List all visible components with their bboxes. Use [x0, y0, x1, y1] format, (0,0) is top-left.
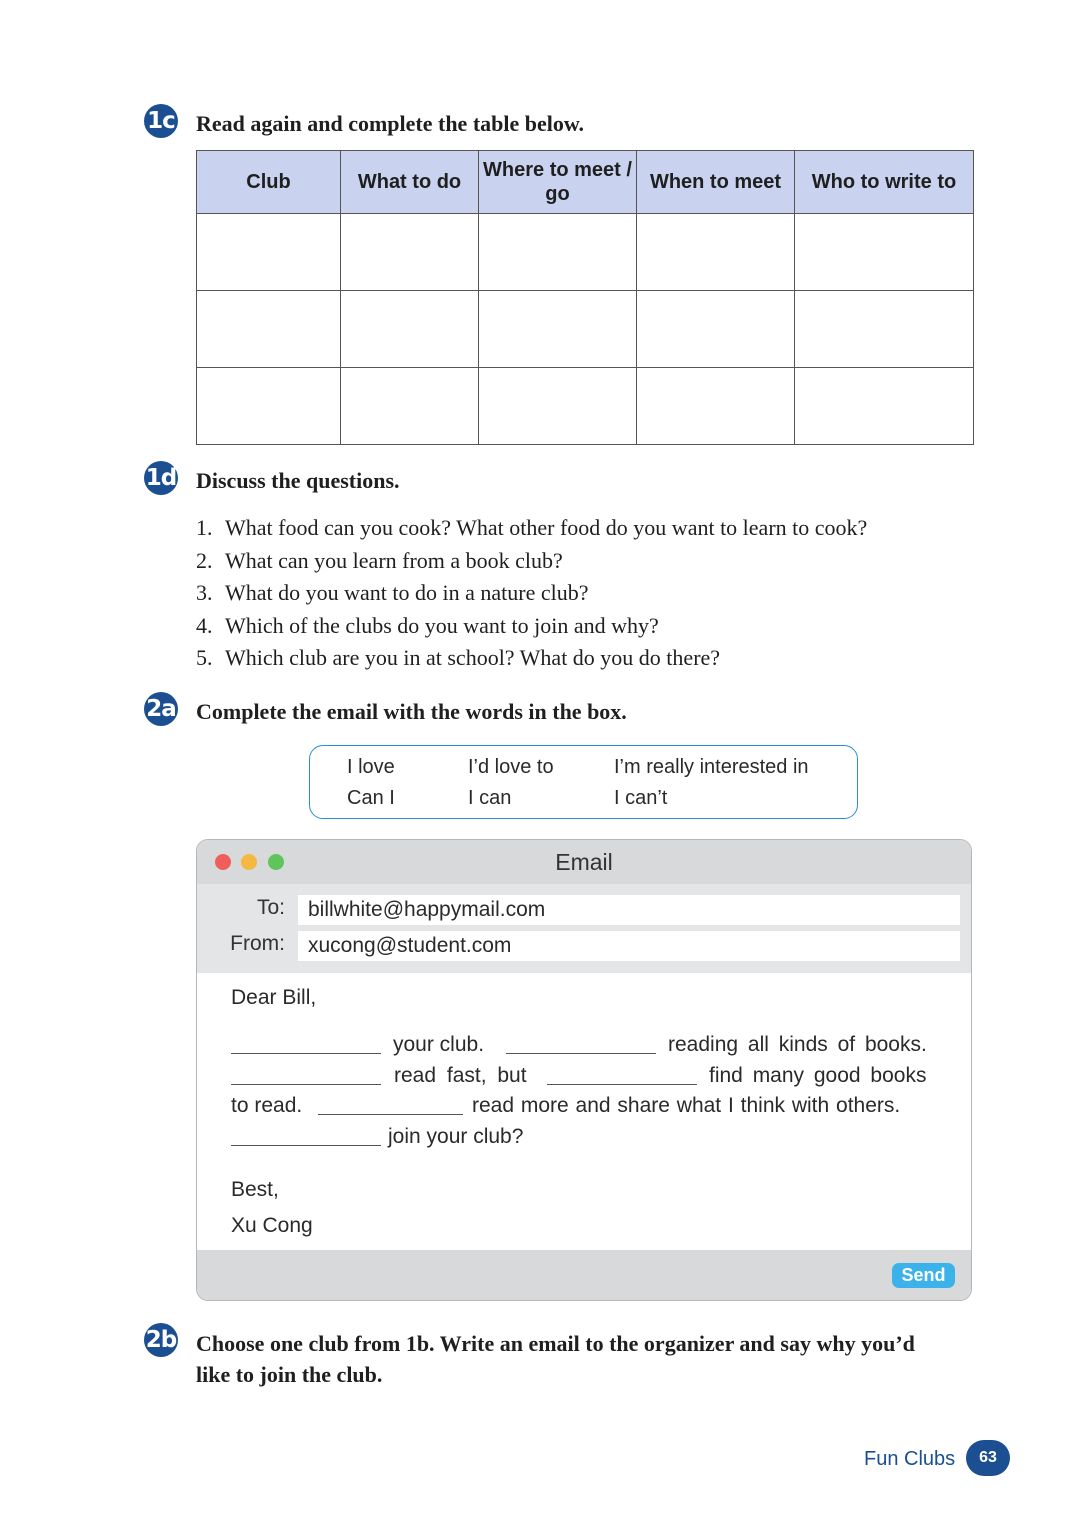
question-number: 3.: [196, 580, 213, 605]
question-text: What do you want to do in a nature club?: [225, 580, 589, 605]
header-where-to-meet: Where to meet / go: [479, 151, 637, 214]
from-label: From:: [230, 932, 285, 955]
email-greeting: Dear Bill,: [231, 986, 317, 1009]
email-footer: [197, 1250, 971, 1301]
answer-blank[interactable]: [506, 1053, 656, 1054]
footer-unit-title: Fun Clubs: [864, 1448, 956, 1470]
word-option: I can’t: [614, 787, 668, 809]
table-cell[interactable]: [479, 214, 637, 291]
question-number: 4.: [196, 612, 213, 638]
header-when-to-meet: When to meet: [637, 151, 795, 214]
table-cell[interactable]: [795, 368, 974, 445]
table-cell[interactable]: [197, 291, 341, 368]
email-text: to read.: [231, 1094, 303, 1117]
question-list: [196, 512, 867, 675]
to-label: To:: [256, 896, 285, 919]
table-cell[interactable]: [479, 368, 637, 445]
section-heading-1c: Read again and complete the table below.: [196, 111, 585, 136]
email-text: find many good books: [709, 1064, 927, 1087]
section-heading-1d: Discuss the questions.: [196, 468, 400, 493]
table-cell[interactable]: [637, 291, 795, 368]
word-option: I can: [468, 787, 512, 809]
header-who-to-write-to: Who to write to: [795, 151, 974, 214]
word-option: I’d love to: [468, 756, 554, 778]
section-heading-2b-line1: Choose one club from 1b. Write an email to the organizer and say why you’d: [196, 1331, 915, 1356]
section-badge-2a: 2a: [144, 692, 178, 726]
email-closing: Best,: [231, 1178, 279, 1201]
answer-blank[interactable]: [318, 1114, 463, 1115]
email-text: join your club?: [388, 1125, 524, 1148]
table-cell[interactable]: [197, 214, 341, 291]
header-club: Club: [197, 151, 341, 214]
question-number: 5.: [196, 645, 213, 670]
table-cell[interactable]: [795, 214, 974, 291]
email-header: [197, 884, 971, 973]
question-item: [196, 642, 867, 675]
question-item: [196, 545, 867, 578]
answer-blank[interactable]: [231, 1084, 381, 1085]
table-row: [197, 368, 974, 445]
email-text: read more and share what I think with others.: [472, 1094, 901, 1117]
email-signature: Xu Cong: [231, 1214, 313, 1237]
word-box: [309, 745, 858, 819]
table-cell[interactable]: [341, 368, 479, 445]
question-text: Which club are you in at school? What do you do there?: [225, 645, 721, 670]
question-text: What can you learn from a book club?: [225, 547, 563, 573]
section-badge-2b: 2b: [144, 1323, 178, 1357]
table-row: [197, 214, 974, 291]
table-cell[interactable]: [637, 214, 795, 291]
to-field[interactable]: billwhite@happymail.com: [298, 895, 960, 925]
question-text: Which of the clubs do you want to join and why?: [225, 612, 659, 638]
email-window-title: Email: [555, 849, 613, 875]
question-item: [196, 610, 867, 643]
page-number-badge: 63: [966, 1440, 1010, 1476]
send-button[interactable]: Send: [892, 1263, 955, 1288]
club-table: [196, 150, 974, 445]
question-item: [196, 512, 867, 545]
table-cell[interactable]: [341, 214, 479, 291]
word-option: Can I: [347, 787, 395, 809]
table-header-row: [197, 151, 974, 214]
table-cell[interactable]: [637, 368, 795, 445]
question-item: [196, 577, 867, 610]
question-text: What food can you cook? What other food do you want to learn to cook?: [225, 515, 868, 540]
table-cell[interactable]: [341, 291, 479, 368]
table-cell[interactable]: [197, 368, 341, 445]
email-text: read fast, but: [394, 1064, 527, 1087]
answer-blank[interactable]: [547, 1084, 697, 1085]
section-badge-1d: 1d: [144, 461, 178, 495]
header-what-to-do: What to do: [341, 151, 479, 214]
from-field[interactable]: xucong@student.com: [298, 931, 960, 961]
section-heading-2a: Complete the email with the words in the box.: [196, 699, 627, 724]
table-cell[interactable]: [479, 291, 637, 368]
section-badge-1c: 1c: [144, 104, 178, 138]
answer-blank[interactable]: [231, 1053, 381, 1054]
question-number: 2.: [196, 547, 213, 573]
email-text: reading all kinds of books.: [668, 1033, 927, 1056]
email-window: [196, 839, 972, 1301]
answer-blank[interactable]: [231, 1145, 381, 1146]
table-row: [197, 291, 974, 368]
word-option: I’m really interested in: [614, 756, 809, 778]
question-number: 1.: [196, 515, 213, 540]
email-title-bar: [197, 840, 971, 885]
table-cell[interactable]: [795, 291, 974, 368]
section-heading-2b-line2: like to join the club.: [196, 1362, 383, 1387]
email-text: your club.: [393, 1033, 485, 1056]
word-option: I love: [347, 756, 395, 778]
